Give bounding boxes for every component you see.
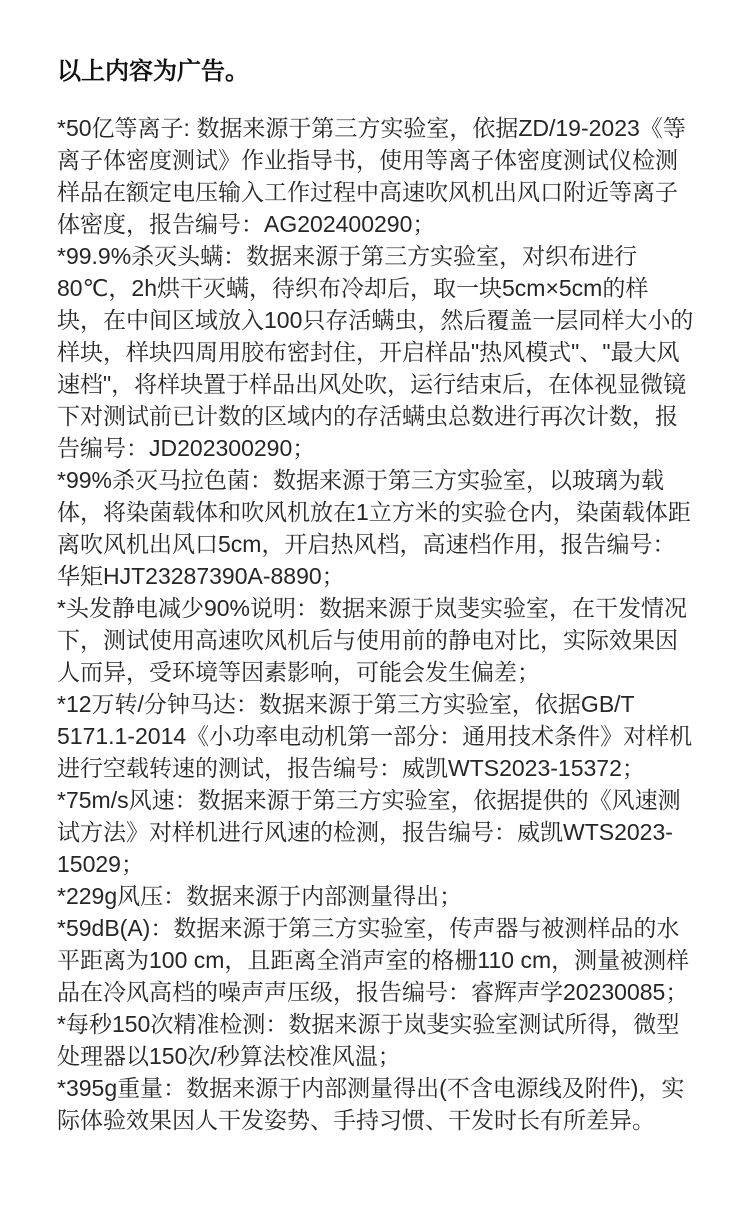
disclaimer-mite-removal: *99.9%杀灭头螨：数据来源于第三方实验室，对织布进行80℃，2h烘干灭螨，待织布冷却后，取一块5cm×5cm的样块，在中间区域放入100只存活螨虫，然后覆盖一层同样大小的样块，样块四周用胶布密封住，开启样品"热风模式"、"最大风速档"，将样块置于样品出风处吹，运行结束后，在体视显微镜下对测试前已计数的区域内的存活螨虫总数进行再次计数，报告编号：JD202300290； bbox=[57, 243, 694, 461]
disclaimer-weight: *395g重量：数据来源于内部测量得出(不含电源线及附件)，实际体验效果因人干发姿势、手持习惯、干发时长有所差异。 bbox=[57, 1075, 685, 1133]
disclaimer-motor-speed: *12万转/分钟马达：数据来源于第三方实验室，依据GB/T 5171.1-2014《小功率电动机第一部分：通用技术条件》对样机进行空载转速的测试，报告编号：威凯WTS2023-15372； bbox=[57, 691, 693, 781]
disclaimer-wind-pressure: *229g风压：数据来源于内部测量得出； bbox=[57, 883, 463, 909]
disclaimer-wind-speed: *75m/s风速：数据来源于第三方实验室，依据提供的《风速测试方法》对样机进行风速的检测，报告编号：威凯WTS2023-15029； bbox=[57, 787, 681, 877]
disclaimer-temp-detection: *每秒150次精准检测：数据来源于岚斐实验室测试所得，微型处理器以150次/秒算法校准风温； bbox=[57, 1011, 680, 1069]
disclaimer-malassezia: *99%杀灭马拉色菌：数据来源于第三方实验室，以玻璃为载体，将染菌载体和吹风机放在1立方米的实验仓内，染菌载体距离吹风机出风口5cm，开启热风档，高速档作用，报告编号：华矩HJT23287390A-8890； bbox=[57, 467, 691, 589]
disclaimer-static-reduction: *头发静电减少90%说明：数据来源于岚斐实验室，在干发情况下，测试使用高速吹风机后与使用前的静电对比，实际效果因人而异，受环境等因素影响，可能会发生偏差； bbox=[57, 595, 687, 685]
disclaimer-list bbox=[57, 112, 694, 1136]
disclaimer-noise-level: *59dB(A)：数据来源于第三方实验室，传声器与被测样品的水平距离为100 cm，且距离全消声室的格栅110 cm，测量被测样品在冷风高档的噪声声压级，报告编号：睿辉声学20230085； bbox=[57, 915, 690, 1005]
disclaimer-plasma: *50亿等离子: 数据来源于第三方实验室，依据ZD/19-2023《等离子体密度测试》作业指导书，使用等离子体密度测试仪检测样品在额定电压输入工作过程中高速吹风机出风口附近等离子体密度，报告编号：AG202400290； bbox=[57, 115, 686, 237]
ad-notice-title: 以上内容为广告。 bbox=[57, 58, 249, 85]
